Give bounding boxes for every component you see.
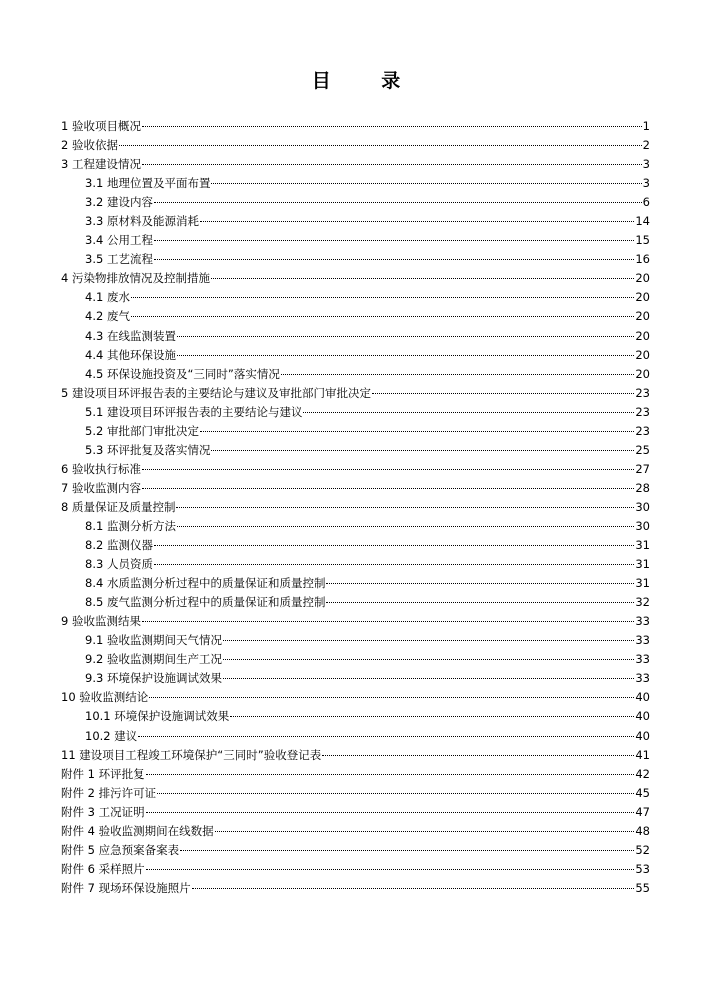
toc-entry-page-number: 14 bbox=[635, 214, 650, 229]
toc-dot-leader bbox=[177, 336, 634, 337]
toc-entry-label: 3.3 原材料及能源消耗 bbox=[85, 214, 199, 229]
toc-entry-label: 1 验收项目概况 bbox=[61, 119, 141, 133]
toc-entry-page-number: 3 bbox=[642, 157, 650, 172]
toc-entry-page-number: 3 bbox=[642, 176, 650, 191]
toc-dot-leader bbox=[142, 621, 634, 622]
toc-dot-leader bbox=[138, 736, 634, 737]
toc-entry-page-number: 25 bbox=[635, 442, 650, 457]
toc-entry-page-number: 20 bbox=[635, 328, 650, 343]
toc-entry-page-number: 23 bbox=[635, 385, 650, 400]
toc-dot-leader bbox=[131, 316, 634, 317]
toc-entry-page-number: 28 bbox=[635, 480, 650, 495]
toc-entry-page-number: 31 bbox=[635, 557, 650, 572]
toc-entry-label: 5 建设项目环评报告表的主要结论与建议及审批部门审批决定 bbox=[61, 385, 371, 400]
toc-entry[interactable] bbox=[61, 860, 650, 879]
toc-entry[interactable] bbox=[61, 727, 650, 746]
toc-entry-label: 3.4 公用工程 bbox=[85, 233, 153, 248]
toc-dot-leader bbox=[154, 545, 634, 546]
toc-dot-leader bbox=[303, 412, 634, 413]
toc-entry[interactable] bbox=[61, 231, 650, 250]
toc-entry-label: 9.3 环境保护设施调试效果 bbox=[85, 671, 222, 686]
toc-entry-page-number: 31 bbox=[635, 538, 650, 553]
toc-entry[interactable] bbox=[61, 746, 650, 765]
toc-entry-label: 4.4 其他环保设施 bbox=[85, 347, 176, 362]
toc-entry-page-number: 30 bbox=[635, 499, 650, 514]
toc-dot-leader bbox=[154, 240, 634, 241]
toc-entry[interactable] bbox=[61, 822, 650, 841]
toc-entry-label: 5.2 审批部门审批决定 bbox=[85, 423, 199, 438]
toc-entry-label: 附件 1 环评批复 bbox=[61, 766, 145, 781]
toc-entry-label: 3 工程建设情况 bbox=[61, 157, 141, 172]
toc-dot-leader bbox=[146, 774, 635, 775]
toc-entry-label: 8 质量保证及质量控制 bbox=[61, 499, 176, 514]
toc-entry[interactable] bbox=[61, 631, 650, 650]
toc-entry-label: 6 验收执行标准 bbox=[61, 461, 141, 476]
toc-entry-label: 附件 3 工况证明 bbox=[61, 804, 145, 819]
toc-dot-leader bbox=[223, 678, 634, 679]
toc-entry-page-number: 20 bbox=[635, 347, 650, 362]
toc-entry-page-number: 31 bbox=[635, 576, 650, 591]
toc-entry-label: 2 验收依据 bbox=[61, 138, 118, 153]
toc-entry-label: 10 验收监测结论 bbox=[61, 690, 149, 705]
toc-dot-leader bbox=[177, 526, 634, 527]
toc-entry-label: 附件 5 应急预案备案表 bbox=[61, 842, 180, 857]
toc-dot-leader bbox=[322, 755, 634, 756]
toc-entry[interactable] bbox=[61, 269, 650, 288]
toc-dot-leader bbox=[142, 126, 642, 127]
toc-entry-page-number: 2 bbox=[642, 138, 650, 153]
toc-entry-label: 11 建设项目工程竣工环境保护“三同时”验收登记表 bbox=[61, 747, 322, 762]
toc-entry[interactable] bbox=[61, 136, 650, 155]
toc-entry-page-number: 40 bbox=[635, 709, 650, 724]
toc-entry[interactable] bbox=[61, 250, 650, 269]
toc-dot-leader bbox=[142, 488, 634, 489]
page-title: 目 录 bbox=[311, 70, 423, 92]
toc-entry-page-number: 52 bbox=[635, 842, 650, 857]
toc-dot-leader bbox=[154, 202, 642, 203]
toc-dot-leader bbox=[230, 716, 634, 717]
toc-entry[interactable] bbox=[61, 536, 650, 555]
toc-entry-page-number: 53 bbox=[635, 861, 650, 876]
toc-entry-page-number: 20 bbox=[635, 309, 650, 324]
toc-entry[interactable] bbox=[61, 669, 650, 688]
toc-entry[interactable] bbox=[61, 479, 650, 498]
toc-entry[interactable] bbox=[61, 555, 650, 574]
toc-dot-leader bbox=[372, 393, 634, 394]
toc-entry-page-number: 16 bbox=[635, 252, 650, 267]
toc-entry[interactable] bbox=[61, 612, 650, 631]
toc-entry-label: 4.3 在线监测装置 bbox=[85, 328, 176, 343]
toc-entry-page-number: 33 bbox=[635, 652, 650, 667]
toc-entry-page-number: 20 bbox=[635, 271, 650, 286]
toc-entry-page-number: 42 bbox=[635, 766, 650, 781]
toc-entry[interactable] bbox=[61, 650, 650, 669]
toc-entry[interactable] bbox=[61, 346, 650, 365]
toc-dot-leader bbox=[131, 297, 634, 298]
toc-entry-label: 9.2 验收监测期间生产工况 bbox=[85, 652, 222, 667]
toc-entry-page-number: 23 bbox=[635, 423, 650, 438]
toc-entry-label: 10.2 建议 bbox=[85, 728, 138, 743]
toc-entry-page-number: 33 bbox=[635, 633, 650, 648]
toc-dot-leader bbox=[119, 145, 642, 146]
toc-entry-page-number: 15 bbox=[635, 233, 650, 248]
toc-entry-label: 8.2 监测仪器 bbox=[85, 538, 153, 553]
toc-dot-leader bbox=[149, 697, 634, 698]
toc-entry-page-number: 32 bbox=[635, 595, 650, 610]
toc-entry-label: 附件 7 现场环保设施照片 bbox=[61, 880, 191, 895]
toc-entry-label: 8.4 水质监测分析过程中的质量保证和质量控制 bbox=[85, 576, 326, 591]
toc-dot-leader bbox=[146, 869, 635, 870]
toc-dot-leader bbox=[215, 831, 635, 832]
toc-entry-label: 9.1 验收监测期间天气情况 bbox=[85, 633, 222, 648]
toc-entry-page-number: 6 bbox=[642, 195, 650, 210]
toc-dot-leader bbox=[211, 278, 634, 279]
toc-entry[interactable] bbox=[61, 327, 650, 346]
toc-dot-leader bbox=[326, 602, 634, 603]
toc-entry[interactable] bbox=[61, 307, 650, 326]
toc-dot-leader bbox=[146, 812, 635, 813]
toc-entry[interactable] bbox=[61, 879, 650, 898]
toc-entry-label: 7 验收监测内容 bbox=[61, 480, 141, 495]
toc-entry-page-number: 48 bbox=[635, 823, 650, 838]
toc-entry-page-number: 33 bbox=[635, 671, 650, 686]
toc-entry[interactable] bbox=[61, 117, 650, 136]
toc-entry-label: 3.1 地理位置及平面布置 bbox=[85, 176, 211, 191]
toc-entry-label: 附件 6 采样照片 bbox=[61, 861, 145, 876]
toc-entry-page-number: 20 bbox=[635, 290, 650, 305]
toc-entry-label: 4.1 废水 bbox=[85, 290, 130, 305]
toc-dot-leader bbox=[200, 431, 634, 432]
toc-entry[interactable] bbox=[61, 384, 650, 403]
toc-entry-page-number: 23 bbox=[635, 404, 650, 419]
toc-entry-page-number: 55 bbox=[635, 880, 650, 895]
toc-dot-leader bbox=[211, 183, 641, 184]
toc-entry[interactable] bbox=[61, 517, 650, 536]
toc-entry[interactable] bbox=[61, 765, 650, 784]
toc-entry-label: 3.2 建设内容 bbox=[85, 195, 153, 210]
toc-entry-label: 5.3 环评批复及落实情况 bbox=[85, 442, 211, 457]
toc-dot-leader bbox=[326, 583, 634, 584]
toc-entry[interactable] bbox=[61, 593, 650, 612]
toc-dot-leader bbox=[154, 259, 634, 260]
toc-entry-label: 4 污染物排放情况及控制措施 bbox=[61, 271, 210, 286]
toc-entry-page-number: 41 bbox=[635, 747, 650, 762]
toc-entry-page-number: 20 bbox=[635, 366, 650, 381]
toc-entry-page-number: 40 bbox=[635, 690, 650, 705]
toc-dot-leader bbox=[157, 793, 634, 794]
toc-entry-label: 8.1 监测分析方法 bbox=[85, 518, 176, 533]
toc-entry-label: 3.5 工艺流程 bbox=[85, 252, 153, 267]
toc-entry-label: 8.5 废气监测分析过程中的质量保证和质量控制 bbox=[85, 595, 326, 610]
toc-dot-leader bbox=[176, 507, 634, 508]
toc-entry[interactable] bbox=[61, 441, 650, 460]
toc-entry[interactable] bbox=[61, 288, 650, 307]
toc-entry[interactable] bbox=[61, 784, 650, 803]
toc-dot-leader bbox=[180, 850, 634, 851]
toc-entry-page-number: 33 bbox=[635, 614, 650, 629]
toc-entry-page-number: 45 bbox=[635, 785, 650, 800]
toc-dot-leader bbox=[154, 564, 634, 565]
toc-entry-page-number: 47 bbox=[635, 804, 650, 819]
toc-dot-leader bbox=[200, 221, 634, 222]
toc-entry[interactable] bbox=[61, 688, 650, 707]
toc-entry[interactable] bbox=[61, 365, 650, 384]
toc-dot-leader bbox=[281, 374, 635, 375]
toc-dot-leader bbox=[223, 640, 634, 641]
toc-dot-leader bbox=[177, 355, 634, 356]
toc-entry-label: 4.5 环保设施投资及“三同时”落实情况 bbox=[85, 366, 280, 381]
toc-entry[interactable] bbox=[61, 498, 650, 517]
toc-entry[interactable] bbox=[61, 193, 650, 212]
toc-entry-label: 4.2 废气 bbox=[85, 309, 130, 324]
toc-entry[interactable] bbox=[61, 422, 650, 441]
toc-entry[interactable] bbox=[61, 460, 650, 479]
toc-dot-leader bbox=[211, 450, 634, 451]
toc-entry[interactable] bbox=[61, 174, 650, 193]
toc-entry[interactable] bbox=[61, 841, 650, 860]
toc-entry-label: 8.3 人员资质 bbox=[85, 557, 153, 572]
toc-entry-label: 附件 2 排污许可证 bbox=[61, 785, 157, 800]
toc-entry-page-number: 40 bbox=[635, 728, 650, 743]
toc-entry-label: 附件 4 验收监测期间在线数据 bbox=[61, 823, 214, 838]
toc-entry[interactable] bbox=[61, 403, 650, 422]
toc-entry[interactable] bbox=[61, 155, 650, 174]
toc-entry-page-number: 30 bbox=[635, 518, 650, 533]
toc-dot-leader bbox=[223, 659, 634, 660]
toc-entry-page-number: 27 bbox=[635, 461, 650, 476]
toc-dot-leader bbox=[192, 888, 635, 889]
toc-entry-label: 5.1 建设项目环评报告表的主要结论与建议 bbox=[85, 404, 303, 419]
toc-entry-label: 9 验收监测结果 bbox=[61, 614, 141, 629]
toc-entry-label: 10.1 环境保护设施调试效果 bbox=[85, 709, 230, 724]
toc-dot-leader bbox=[142, 469, 634, 470]
table-of-contents bbox=[61, 117, 650, 898]
toc-entry[interactable] bbox=[61, 803, 650, 822]
toc-entry[interactable] bbox=[61, 707, 650, 726]
toc-entry[interactable] bbox=[61, 212, 650, 231]
toc-dot-leader bbox=[142, 164, 642, 165]
toc-entry[interactable] bbox=[61, 574, 650, 593]
toc-entry-page-number: 1 bbox=[642, 119, 650, 133]
